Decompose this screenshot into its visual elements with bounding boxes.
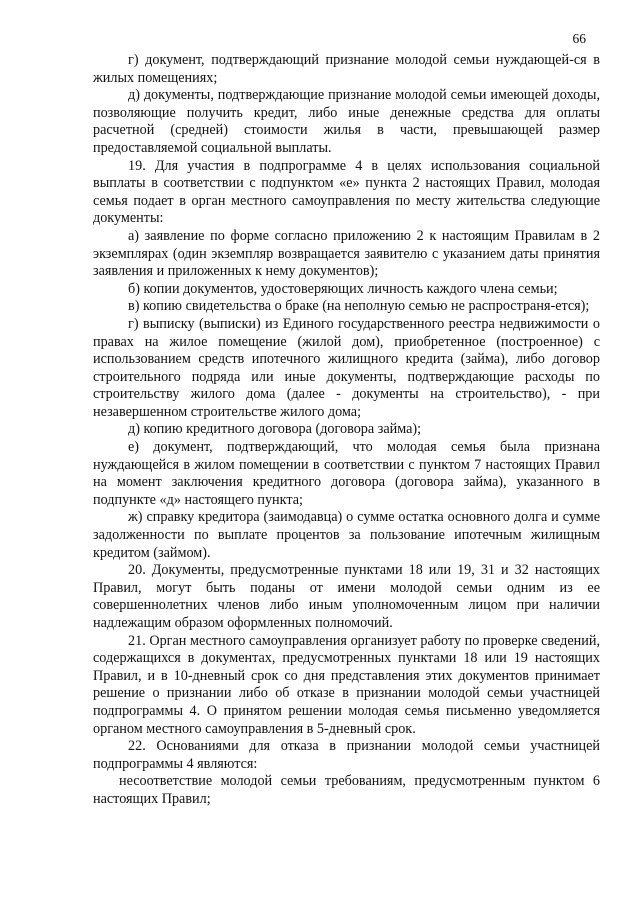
- paragraph: б) копии документов, удостоверяющих личность каждого члена семьи;: [128, 280, 558, 297]
- paragraph: 19. Для участия в подпрограмме 4 в целях использования социальной выплаты в соответствии с подпунктом «е» пункта 2 настоящих Правил, молодая семья подает в орган местного самоуправления по месту жительства следующие документы:: [93, 157, 600, 227]
- page-number: 66: [572, 31, 586, 46]
- paragraph: д) документы, подтверждающие признание молодой семьи имеющей доходы, позволяющие получить кредит, либо иные денежные средства для оплаты расчетной (средней) стоимости жилья в части, превышающей размер предоставляемой социальной выплаты.: [93, 87, 600, 156]
- paragraph: г) документ, подтверждающий признание молодой семьи нуждающей-ся в жилых помещениях;: [93, 52, 600, 86]
- paragraph: 22. Основаниями для отказа в признании молодой семьи участницей подпрограммы 4 являются:: [93, 738, 600, 772]
- paragraph: несоответствие молодой семьи требованиям, предусмотренным пунктом 6 настоящих Правил;: [93, 773, 600, 807]
- paragraph: а) заявление по форме согласно приложению 2 к настоящим Правилам в 2 экземплярах (один экземпляр возвращается заявителю с указанием даты принятия заявления и приложенных к нему документов);: [93, 227, 600, 280]
- paragraph: 21. Орган местного самоуправления организует работу по проверке сведений, содержащихся в документах, предусмотренных пунктами 18 или 19 настоящих Правил, и в 10-дневный срок со дня представления этих документов принимает решение о признании либо об отказе в признании молодой семьи участницей подпрограммы 4. О принятом решении молодая семья письменно уведомляется органом местного самоуправления в 5-дневный срок.: [93, 632, 600, 737]
- paragraph: д) копию кредитного договора (договора займа);: [128, 421, 422, 438]
- paragraph: 20. Документы, предусмотренные пунктами 18 или 19, 31 и 32 настоящих Правил, могут быть поданы от имени молодой семьи одним из ее совершеннолетних членов либо иным уполномоченным лицом при наличии надлежащим образом оформленных полномочий.: [93, 562, 600, 631]
- document-body: [93, 52, 600, 809]
- paragraph: е) документ, подтверждающий, что молодая семья была признана нуждающейся в жилом помещении в соответствии с пунктом 7 настоящих Правил на момент заключения кредитного договора (договора займа), указанного в подпункте «д» настоящего пункта;: [93, 439, 600, 508]
- paragraph: в) копию свидетельства о браке (на неполную семью не распространя-ется);: [128, 298, 590, 315]
- paragraph: ж) справку кредитора (заимодавца) о сумме остатка основного долга и сумме задолженности по выплате процентов за пользование ипотечным жилищным кредитом (займом).: [93, 509, 600, 561]
- paragraph: г) выписку (выписки) из Единого государственного реестра недвижимости о правах на жилое помещение (жилой дом), приобретенное (построенное) с использованием средств ипотечного жилищного кредита (займа), либо договор строительного подряда или иные документы, подтверждающие расходы по строительству жилого дома (далее - документы на строительство), - при незавершенном строительстве жилого дома;: [93, 315, 600, 420]
